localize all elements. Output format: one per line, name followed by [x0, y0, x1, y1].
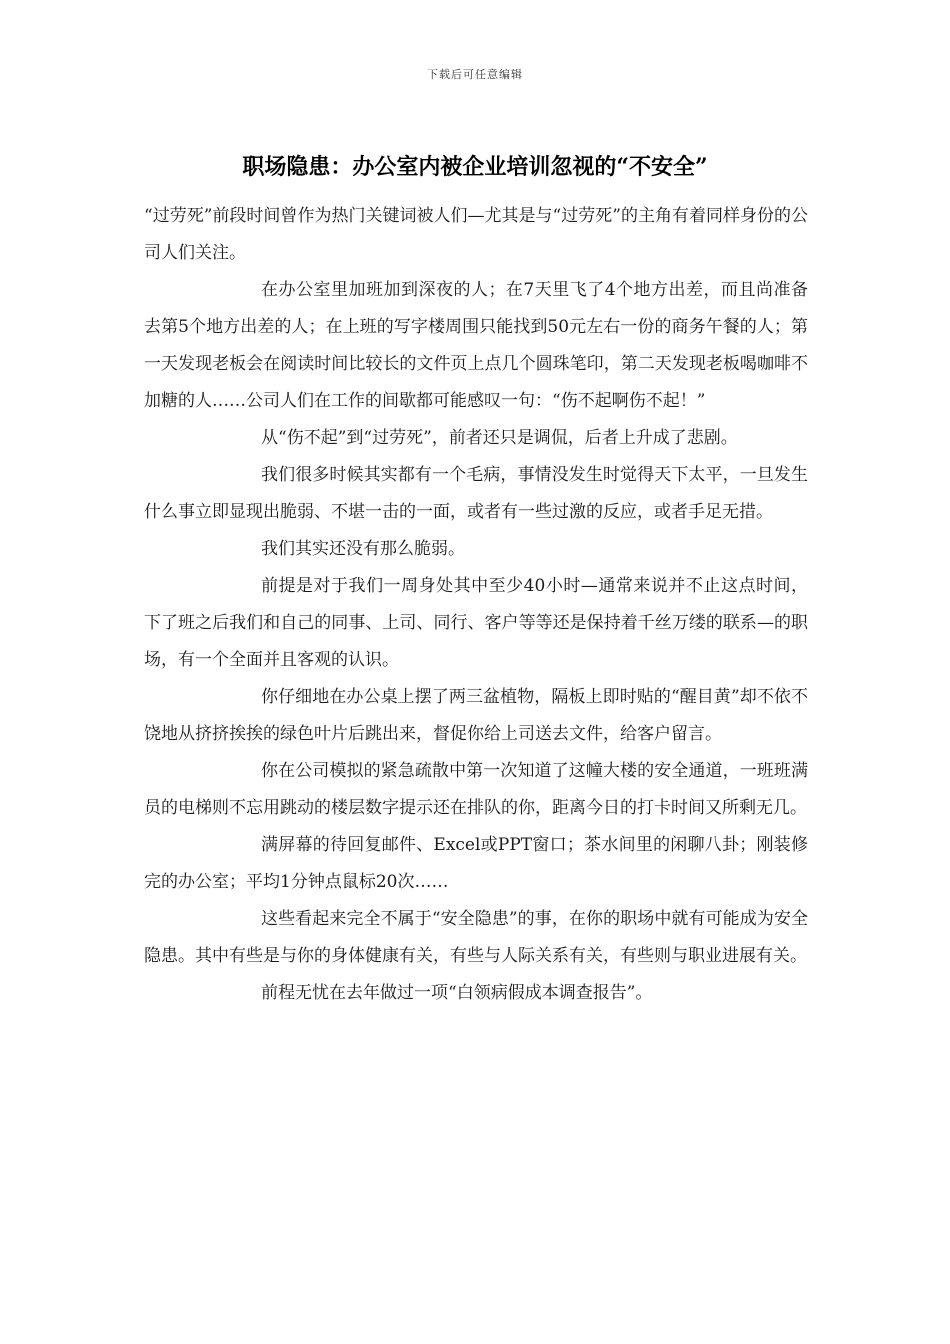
paragraph: 你在公司模拟的紧急疏散中第一次知道了这幢大楼的安全通道，一班班满员的电梯则不忘用跳动的楼层数字提示还在排队的你，距离今日的打卡时间又所剩无几。	[144, 761, 808, 818]
paragraph: 前提是对于我们一周身处其中至少40小时—通常来说并不止这点时间，下了班之后我们和自己的同事、上司、同行、客户等等还是保持着千丝万缕的联系—的职场，有一个全面并且客观的认识。	[144, 576, 808, 670]
paragraph: 满屏幕的待回复邮件、Excel或PPT窗口；茶水间里的闲聊八卦；刚装修完的办公室；平均1分钟点鼠标20次……	[144, 835, 808, 892]
paragraph: 你仔细地在办公桌上摆了两三盆植物，隔板上即时贴的“醒目黄”却不依不饶地从挤挤挨挨的绿色叶片后跳出来，督促你给上司送去文件，给客户留言。	[144, 687, 808, 744]
paragraph: 从“伤不起”到“过劳死”，前者还只是调侃，后者上升成了悲剧。	[261, 428, 738, 448]
paragraph: 这些看起来完全不属于“安全隐患”的事，在你的职场中就有可能成为安全隐患。其中有些是与你的身体健康有关，有些与人际关系有关，有些则与职业进展有关。	[144, 909, 808, 966]
paragraph: “过劳死”前段时间曾作为热门关键词被人们—尤其是与“过劳死”的主角有着同样身份的公司人们关注。	[144, 206, 808, 263]
document-title: 职场隐患：办公室内被企业培训忽视的“不安全”	[242, 154, 708, 180]
paragraph: 我们很多时候其实都有一个毛病，事情没发生时觉得天下太平，一旦发生什么事立即显现出脆弱、不堪一击的一面，或者有一些过激的反应，或者手足无措。	[144, 465, 808, 522]
paragraph: 前程无忧在去年做过一项“白领病假成本调查报告”。	[261, 983, 653, 1003]
header-note: 下载后可任意编辑	[427, 68, 523, 81]
paragraph: 在办公室里加班加到深夜的人；在7天里飞了4个地方出差，而且尚准备去第5个地方出差的人；在上班的写字楼周围只能找到50元左右一份的商务午餐的人；第一天发现老板会在阅读时间比较长的文件页上点几个圆珠笔印，第二天发现老板喝咖啡不加糖的人……公司人们在工作的间歇都可能感叹一句：“伤不起啊伤不起！”	[144, 280, 808, 411]
document-body	[144, 198, 808, 1012]
paragraph: 我们其实还没有那么脆弱。	[261, 539, 465, 559]
